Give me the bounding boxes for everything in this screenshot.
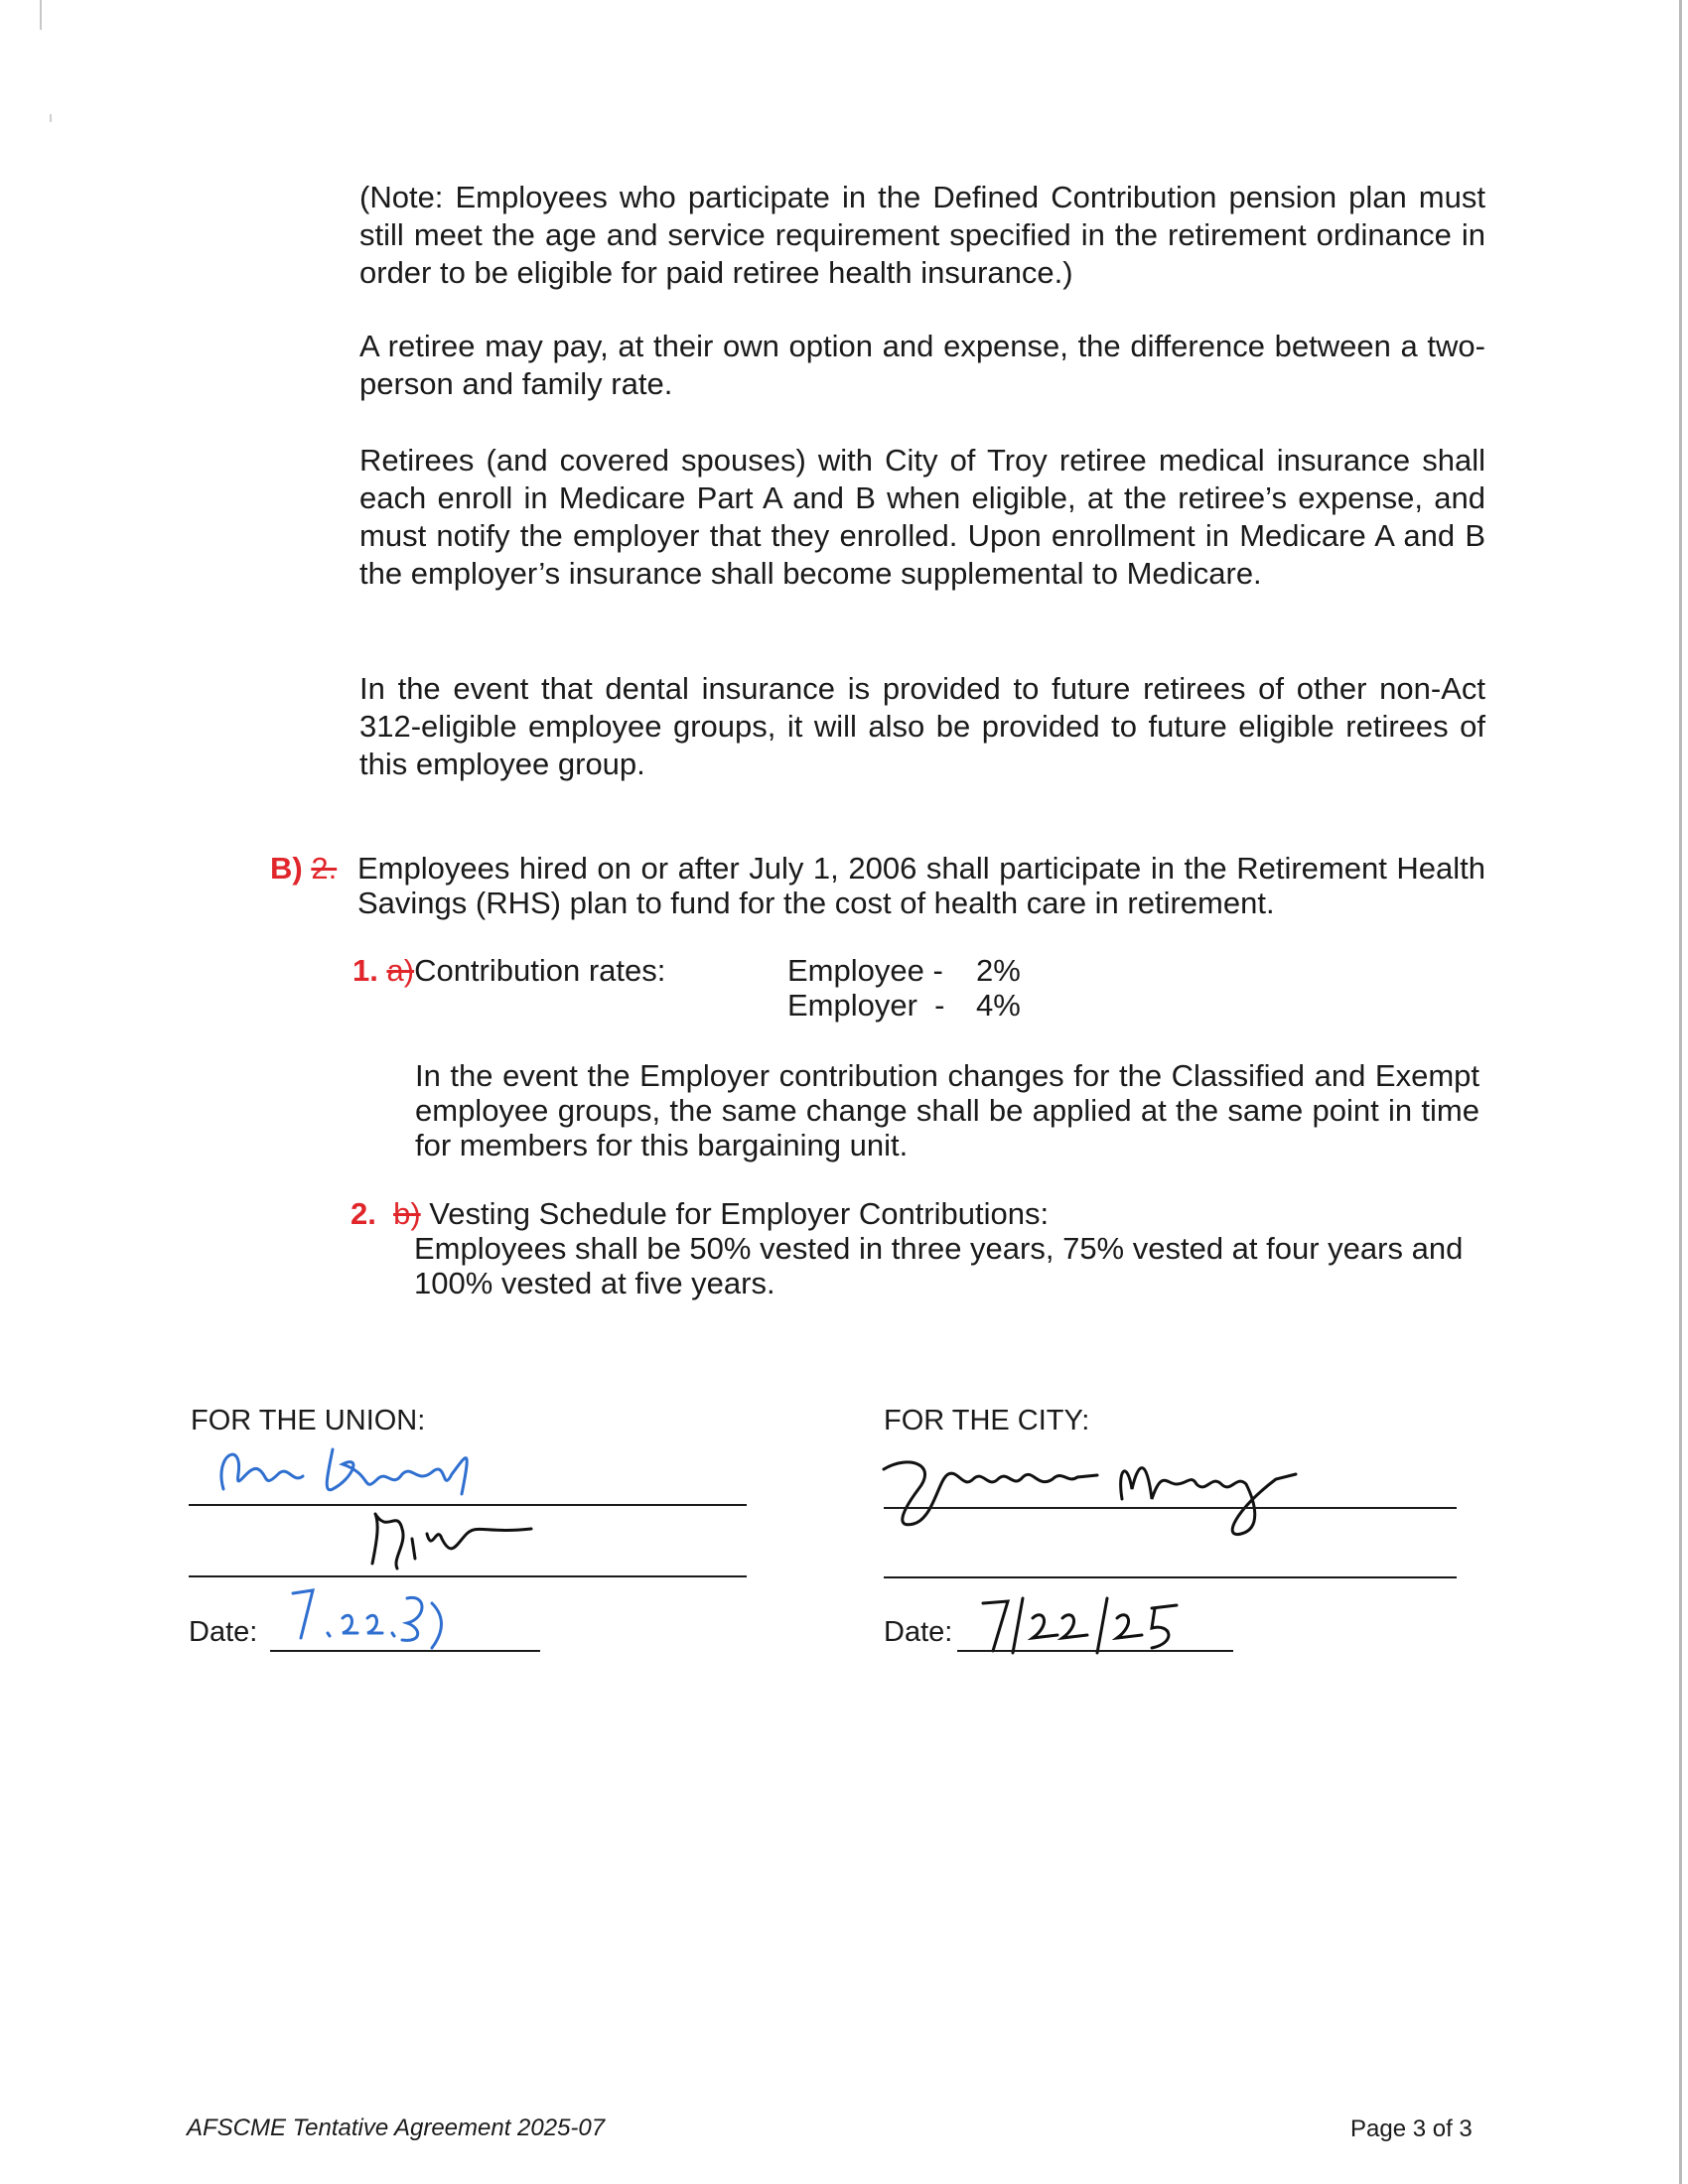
section-b-markers — [270, 851, 357, 886]
city-label: FOR THE CITY: — [884, 1405, 1090, 1436]
rate-value: 4% — [976, 988, 1021, 1023]
section-b-text: Employees hired on or after July 1, 2006 shall participate in the Retirement Health Savings (RHS) plan to fund for the cost of health care in retirement. — [357, 851, 1485, 920]
rate-label: Employer - — [787, 988, 945, 1023]
item2-old-marker: b) — [393, 1196, 421, 1231]
section-b-new-marker: B) — [270, 851, 303, 886]
union-date-handwritten — [283, 1578, 462, 1658]
section-b-old-marker: 2. — [311, 851, 338, 886]
section-b — [270, 851, 1485, 920]
item1-heading — [352, 953, 665, 988]
retiree-pay-paragraph: A retiree may pay, at their own option and expense, the difference between a two-person and family rate. — [359, 329, 1485, 401]
item2-new-marker: 2. — [351, 1196, 376, 1231]
city-signature-line — [884, 1507, 1457, 1509]
city-second-line — [884, 1576, 1457, 1578]
rate-row — [787, 988, 1021, 1023]
item1-old-marker: a) — [386, 953, 415, 988]
city-signature — [879, 1449, 1316, 1549]
scan-artifact — [50, 114, 52, 122]
rate-label: Employee - — [787, 953, 943, 988]
rate-value: 2% — [976, 953, 1021, 988]
footer-page-number: Page 3 of 3 — [1350, 2116, 1473, 2142]
note-paragraph: (Note: Employees who participate in the Defined Contribution pension plan must still meet the age and service requirement specified in the retirement ordinance in order to be eligible for paid retiree health insurance.) — [359, 180, 1485, 290]
item2-label: Vesting Schedule for Employer Contributions: — [429, 1196, 1050, 1231]
city-date-handwritten — [978, 1593, 1196, 1658]
footer-document-title: AFSCME Tentative Agreement 2025-07 — [187, 2115, 606, 2141]
union-date-label: Date: — [189, 1616, 258, 1648]
union-second-line — [189, 1575, 747, 1577]
item1-new-marker: 1. — [352, 953, 378, 988]
scan-edge-line — [1679, 0, 1682, 2184]
item2-heading — [351, 1196, 1049, 1231]
item1-label: Contribution rates: — [414, 953, 666, 988]
union-label: FOR THE UNION: — [191, 1405, 426, 1436]
scan-artifact — [40, 0, 42, 30]
union-signature-2 — [357, 1504, 556, 1578]
city-date-label: Date: — [884, 1616, 953, 1648]
union-date-line — [270, 1650, 540, 1652]
item1-note: In the event the Employer contribution changes for the Classified and Exempt employee groups, the same change shall be applied at the same point in time for members for this bargaining unit. — [415, 1058, 1479, 1162]
medicare-paragraph: Retirees (and covered spouses) with City of Troy retiree medical insurance shall each enroll in Medicare Part A and B when eligible, at the retiree’s expense, and must notify the employer that they enrolled. Upon enrollment in Medicare A and B the employer’s insurance shall become supplemental to Medicare. — [359, 443, 1485, 591]
city-date-line — [957, 1650, 1233, 1652]
item2-text: Employees shall be 50% vested in three years, 75% vested at four years and 100% vested at five years. — [414, 1231, 1464, 1300]
dental-paragraph: In the event that dental insurance is provided to future retirees of other non-Act 312-eligible employee groups, it will also be provided to future eligible retirees of this employee group. — [359, 671, 1485, 781]
union-signature-1 — [204, 1434, 501, 1504]
contribution-rates — [787, 953, 1021, 1023]
rate-row — [787, 953, 1021, 988]
